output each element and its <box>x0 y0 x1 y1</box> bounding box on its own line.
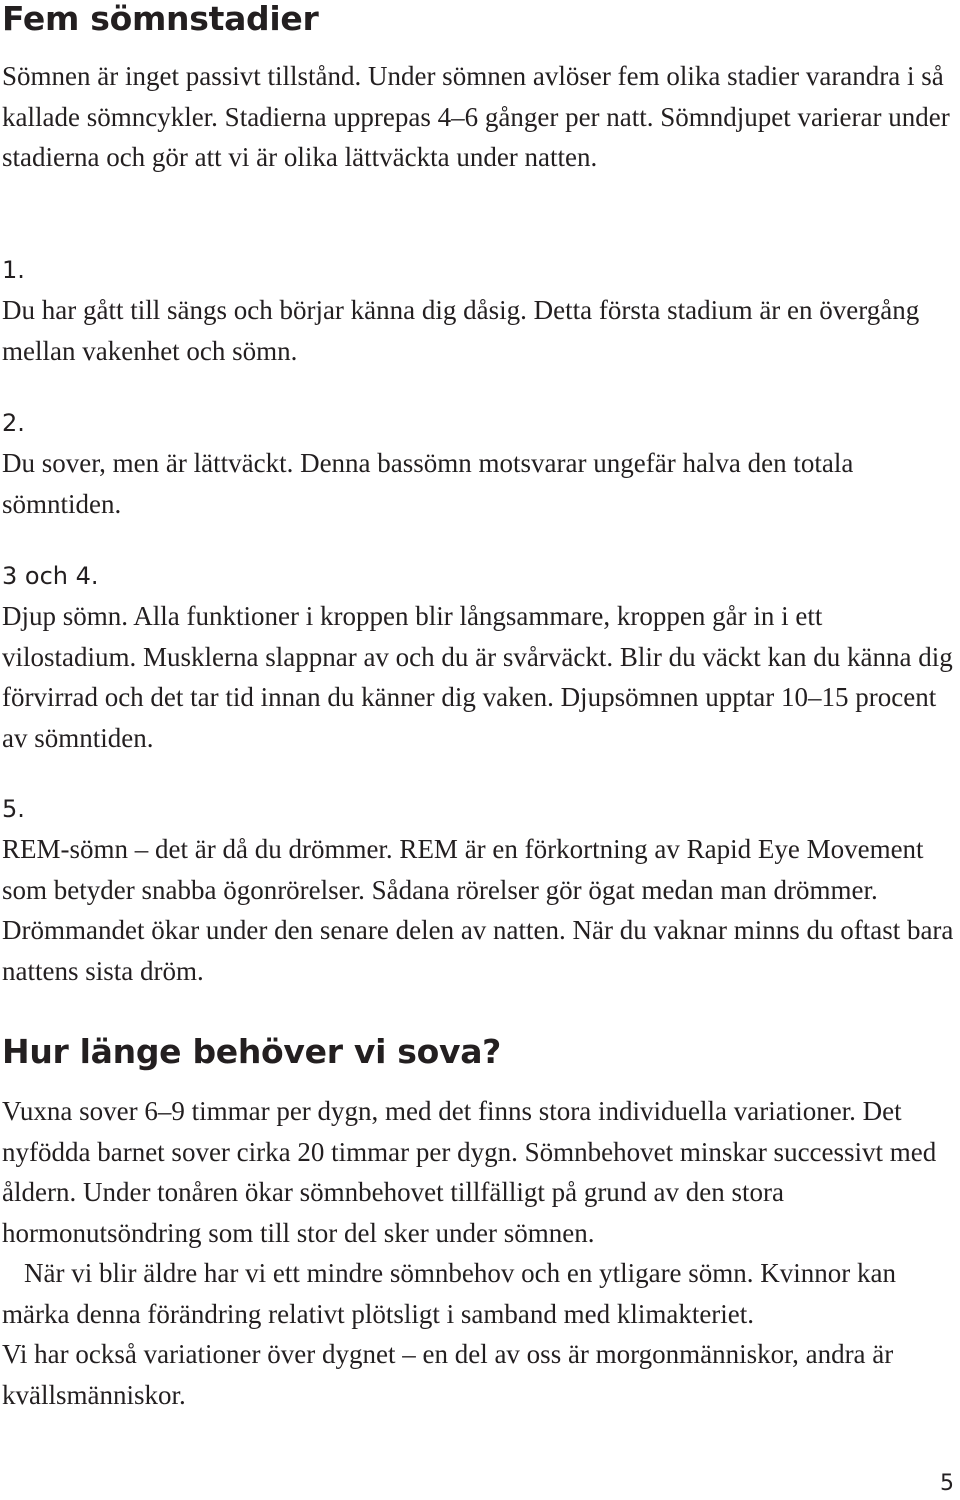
stage-3-4-number: 3 och 4. <box>2 562 99 590</box>
stage-2-text: Du sover, men är lättväckt. Denna bassömn motsvarar ungefär halva den totala sömntiden. <box>2 448 854 519</box>
stage-3-4-text: Djup sömn. Alla funktioner i kroppen blir långsammare, kroppen går in i ett vilostadium. Musklerna slappnar av och du är svårväckt. Blir du väckt kan du känna dig förvirrad och det tar tid innan du känner dig vaken. Djupsömnen upptar 10–15 procent av sömntiden. <box>2 601 953 753</box>
stage-2-number: 2. <box>2 409 25 437</box>
page-number: 5 <box>940 1471 954 1496</box>
stage-5-number: 5. <box>2 795 25 823</box>
section2-paragraph-2-text: När vi blir äldre har vi ett mindre sömnbehov och en ytligare sömn. Kvinnor kan märka denna förändring relativt plötsligt i samband med klimakteriet. <box>2 1258 897 1329</box>
section2-paragraph-1: Vuxna sover 6–9 timmar per dygn, med det finns stora individuella variationer. Det nyfödda barnet sover cirka 20 timmar per dygn. Sömnbehovet minskar successivt med åldern. Under tonåren ökar sömnbehovet tillfälligt på grund av den stora hormonutsöndring som till stor del sker under sömnen. <box>2 1096 937 1248</box>
page-title: Fem sömnstadier <box>2 0 319 38</box>
section-heading: Hur länge behöver vi sova? <box>2 1032 502 1071</box>
section2-paragraph-2 <box>2 1253 957 1334</box>
intro-paragraph: Sömnen är inget passivt tillstånd. Under sömnen avlöser fem olika stadier varandra i så kallade sömncykler. Stadierna upprepas 4–6 gånger per natt. Sömndjupet varierar under stadierna och gör att vi är olika lättväckta under natten. <box>2 61 950 172</box>
stage-1-number: 1. <box>2 256 25 284</box>
stage-5-text: REM-sömn – det är då du drömmer. REM är en förkortning av Rapid Eye Movement som betyder snabba ögonrörelser. Sådana rörelser gör ögat medan man drömmer. Drömmandet ökar under den senare delen av natten. När du vaknar minns du oftast bara nattens sista dröm. <box>2 834 954 986</box>
stage-1-text: Du har gått till sängs och börjar känna dig dåsig. Detta första stadium är en övergång mellan vakenhet och sömn. <box>2 295 920 366</box>
section2-paragraph-3: Vi har också variationer över dygnet – en del av oss är morgonmänniskor, andra är kvällsmänniskor. <box>2 1339 894 1410</box>
